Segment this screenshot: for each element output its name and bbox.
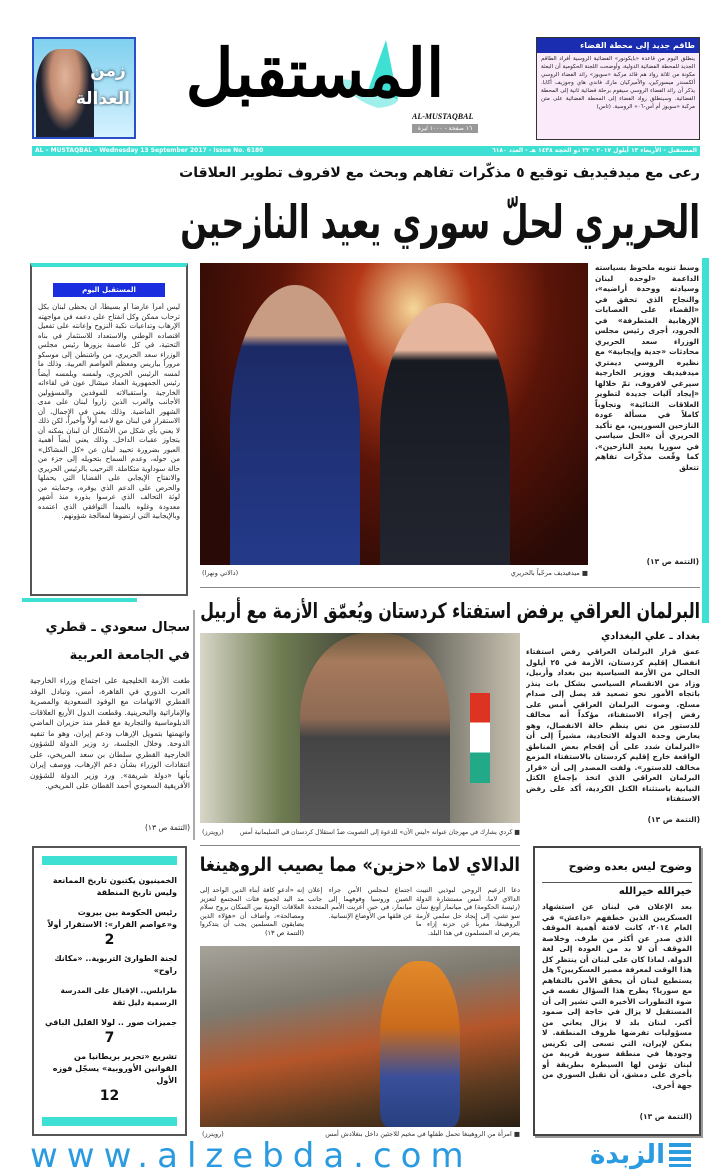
gulf-text: طغت الأزمة الخليجية على اجتماع وزراء الخارجية العرب الدوري في القاهرة، أمس، وتبادل الوفد القطري الاتهامات مع الوفود السعودية والمصرية والإماراتية والبحرينية. وقطعت الدول الأربع العلاقات الدبلوماسية والتجارية مع قطر منذ حزيران الماضي واتهمتها بتمويل الإرهاب ودعم إيران، وهو ما تنفيه الدوحة. وخلال الجلسة، رد وزير الدولة للشؤون الخارجية القطري سلطان بن سعد المريخي، على انتقادات الوزراء بشأن دعم الإرهاب، ووصف إيران بأنها «دولة شريفة». ورد وزير الدولة للشؤون الأفريقية السعودي أحمد القطان على المريخي. xyxy=(30,676,190,790)
masthead-logo[interactable] xyxy=(150,36,480,136)
index-item[interactable] xyxy=(42,875,177,899)
cyan-strip xyxy=(22,598,137,602)
divider xyxy=(200,587,700,588)
gulf-story xyxy=(30,676,190,836)
opinion-continued[interactable]: (التتمة ص ١٣) xyxy=(639,1112,692,1121)
dalai-continued[interactable]: (التتمة ص ١٣) xyxy=(264,928,304,937)
index-item-title: لجنة الطوارئ التربوية.. «مكانك راوح» xyxy=(54,954,177,975)
dalai-columns xyxy=(200,886,520,940)
watermark-logo xyxy=(590,1139,700,1171)
space-news-body xyxy=(537,53,699,137)
index-item[interactable] xyxy=(42,1017,177,1047)
portrait-caption: زمن العدالة xyxy=(75,61,130,109)
rohingya-photo xyxy=(200,946,520,1127)
editorial-box xyxy=(30,263,188,596)
space-news-title: طاقم جديد إلى محطة الفضاء xyxy=(537,38,699,53)
iraq-headline: البرلمان العراقي يرفض استفتاء كردستان ويُعمّق الأزمة مع أربيل xyxy=(200,599,700,623)
lead-photo xyxy=(200,263,588,565)
rohingya-photo-caption: ■ امرأة من الروهينغا تحمل طفلها في مخيم للاجئين داخل بنغلادش أمس xyxy=(325,1130,520,1138)
price-label: ١٦ صفحة - ١٠٠٠ ليرة xyxy=(412,124,478,133)
person-right xyxy=(380,303,510,565)
kurdish-man xyxy=(300,633,450,823)
index-item[interactable] xyxy=(42,953,177,977)
person-left xyxy=(230,285,360,565)
logo-latin: AL-MUSTAQBAL xyxy=(412,112,474,121)
space-news-box xyxy=(536,37,700,140)
logo-arabic: المستقبل xyxy=(185,34,445,112)
dalai-col-2: اجتماع لمجلس الأمن جراء إعلان الصين وروسيا وقوفهما إلى جانب ميانمار، في حين أعربت الأمم المتحدة عن قلقها من الأوضاع الإنسانية. xyxy=(308,886,412,920)
index-item[interactable] xyxy=(42,1051,177,1105)
dalai-col-1: دعا الزعيم الروحي لبوذيي التيبت الدالاي لاما، أمس مستشارة الدولة (رئيسة الحكومة) في ميانمار أونغ سان سو تشي، إلى إيجاد حل سلمي لأزمة الروهينغا، معرباً عن حزنه إزاء ما يتعرض له المسلمون في هذا البلد. xyxy=(416,886,520,937)
portrait-box xyxy=(32,37,136,139)
index-item-title: جميزات صور .. لولا القليل الباقي xyxy=(44,1018,177,1027)
iraq-photo xyxy=(200,633,520,823)
iraq-photo-credit: (رويترز) xyxy=(202,828,224,836)
index-top-strip xyxy=(42,856,177,865)
index-bottom-strip xyxy=(42,1117,177,1126)
rohingya-photo-credit: (رويترز) xyxy=(202,1130,224,1138)
dalai-col-3-wrap xyxy=(200,886,304,940)
dateline-bar xyxy=(32,146,700,156)
space-news-text: ينطلق اليوم من قاعدة «بايكونور» الفضائية الروسية أفراد الطاقم الجديد للمحطة الفضائية الدولية، وأوضحت اللجنة الحكومية أن البعثة مكونة من ثلاثة رواد هم قائد مركبة «سويوز» رائد الفضاء الروسي ألكسندر ميسوركين، والأميركيان مارك فاندي هاي وجوزيف أكابا. يذكر أن رائد الفضاء الروسي سيقوم برحلة فضائية ثانية إلى المحطة الفضائية. وسينطلق رواد الفضاء إلى المحطة الفضائية على متن مركبة «سويوز أم أس-٠٦» الروسية. (تاس) xyxy=(541,56,695,110)
iraq-continued[interactable]: (التتمة ص ١٣) xyxy=(647,815,700,824)
iraq-story xyxy=(526,630,700,835)
kurdish-flag xyxy=(470,693,490,783)
lead-continued[interactable]: (التتمة ص ١٣) xyxy=(646,557,699,566)
logo-text: الزبدة xyxy=(590,1140,665,1170)
index-box xyxy=(32,846,187,1136)
caption-text: ميدفيديف مرحّباً بالحريري xyxy=(510,569,580,577)
lead-kicker: رعى مع ميدفيديف توقيع ٥ مذكّرات تفاهم وبحث مع لافروف تطوير العلاقات xyxy=(179,165,700,181)
index-page-number: 12 xyxy=(99,1088,120,1104)
iraq-text: عمق قرار البرلمان العراقي رفض استفتاء انفصال إقليم كردستان، الأزمة في ٢٥ أيلول الحالي من الأزمة السياسية بين بغداد وأربيل، وزاد من الانقسام السياسي بشكل بات ينذر باتجاه الأمور نحو تصعيد قد يصل إلى صدام مسلح. وصوت البرلمان العراقي أمس على رفض إجراء الاستفتاء، مؤكداً أنه مخالف للدستور من نص ينظم حالة الانفصال، وهو يعارض وحدة الدولة الاتحادية، مشيراً إلى أن «البرلمان شدد على أن إقحام بعض المناطق الواقعة خارج إقليم كردستان بالاستفتاء المزمع مخالف للدستور». ولفت المصدر إلى أن «قرار البرلمان العراقي الذي اتخذ بإجماع الكتل النيابية باستثناء الكتل الكردية، أكد على رفض الاستفتاء xyxy=(526,647,700,803)
index-item[interactable] xyxy=(42,985,177,1009)
gulf-headline-1: سجال سعودي ـ قطري xyxy=(45,620,190,635)
iraq-byline: بغداد ـ علي البغدادي xyxy=(600,631,700,642)
caption-text: امرأة من الروهينغا تحمل طفلها في مخيم للاجئين داخل بنغلادش أمس xyxy=(325,1130,512,1138)
index-page-number: 7 xyxy=(104,1030,115,1046)
menu-lines-icon xyxy=(669,1143,691,1167)
lead-photo-credit: (دالاتي ونهرا) xyxy=(202,569,239,577)
lead-photo-caption: ■ ميدفيديف مرحّباً بالحريري xyxy=(510,569,588,577)
index-item-title: طرابلس.. الإقبال على المدرسة الرسمية دليل ثقة xyxy=(60,986,177,1007)
index-item-title: تشريع «تحرير بريطانيا من القوانين الأوروبية» يسجّل فوزه الأول xyxy=(52,1052,177,1085)
iraq-photo-caption: ■ كردي يشارك في مهرجان عنوانه «ليس الآن» للدعوة إلى التصويت ضدّ استقلال كردستان في السليمانية أمس xyxy=(240,828,520,836)
woman-figure xyxy=(380,961,460,1127)
divider xyxy=(200,845,520,846)
lead-text xyxy=(595,263,699,581)
dateline-en: AL – MUSTAQBAL – Wednesday 13 September 2017 - Issue No. 6180 xyxy=(35,147,264,154)
lead-body: وسط تنويه ملحوظ بسياسته الداعمة «لوحدة لبنان وسيادته ووحدة أراضيه»، والنجاح الذي تحقق في «القضاء على العصابات الإرهابية المتطرفة» في الجرود، أجرى رئيس مجلس الوزراء سعد الحريري محادثات «جدية وإيجابية» مع نظيره الروسي ديمتري ميدفيديف ووزير الخارجية سيرغي لافروف، تمّ خلالها «إيجاد آليات جديدة لتطوير العلاقات الثنائية» وتجاوباً كاملاً في مسألة عودة النازحين السوريين، مع تأكيد الحريري أن «الحل سياسي في سوريا يعيد النازحين». كما وقّعت مذكّرات تفاهم تتعلق xyxy=(595,263,699,472)
opinion-box xyxy=(533,846,701,1136)
dateline-ar: المستقبل - الأربعاء ١٣ أيلول ٢٠١٧ - ٢٢ ذو الحجة ١٤٣٨ هـ - العدد ٦١٨٠ xyxy=(492,147,697,154)
gulf-continued[interactable]: (التتمة ص ١٣) xyxy=(144,823,190,832)
index-item-title: الخمينيون يكتبون تاريخ الممانعة وليس تاريخ المنطقة xyxy=(52,876,177,897)
cyan-side-bar xyxy=(702,258,709,623)
dalai-headline: الدالاي لاما «حزين» مما يصيب الروهينغا xyxy=(199,854,520,876)
index-page-number: 2 xyxy=(104,932,115,948)
lead-headline: الحريري لحلّ سوري يعيد النازحين xyxy=(180,195,700,249)
index-item[interactable] xyxy=(42,907,177,949)
opinion-text: بعد الإعلان في لبنان عن استشهاد العسكريين الذين خطفهم «داعش» في العام ٢٠١٤، كانت لافتة أهمية الموقف الذي صدر عن أكثر من طرف. وخلاصة الموقف أن لا بد من العودة إلى لغة الدولة. لماذا كان على لبنان أن ينتظر كل هذا الوقت لمعرفة مصير العسكريين؟ هل يستطيع لبنان أن يحقق الأمن بالتفاهم مع سوريا؟ يطرح هذا السؤال نفسه في ضوء التطورات الأخيرة التي تشير إلى أن المستقبل لا يزال في حاجة إلى صمود أكبر. لبنان بلد لا يزال يعاني من مسؤوليات تفرضها ظروف المنطقة. لا يمكن لإيران، التي تسعى إلى تكريس وجودها في منطقة سورية قريبة من لبنان تؤمن لها السيطرة بطريقة أو بأخرى على دمشق، أن تقبل السوري من جهة أخرى. xyxy=(542,902,692,1090)
opinion-title: وضوح ليس بعده وضوح xyxy=(568,860,692,873)
gulf-headline xyxy=(30,614,190,670)
caption-text: كردي يشارك في مهرجان عنوانه «ليس الآن» للدعوة إلى التصويت ضدّ استقلال كردستان في السليمانية أمس xyxy=(240,828,513,836)
editorial-label: المستقبل اليوم xyxy=(53,283,165,297)
editorial-text: ليس أمراً عارضاً أو بسيطاً، أن يحظى لبنان بكل ترحاب ممكن وكل انفتاح على دعمه في مواجهته الإرهاب وتداعيات نكبة النزوح وإعانته على تفعيل اقتصاده الوطني والاستعداد للاستثمار في بناه التحتية، في كل عاصمة يزورها رئيس مجلس الوزراء سعد الحريري، من واشنطن إلى موسكو مروراً بباريس ومعظم العواصم العربية. وذلك ما لمسه الرئيس الحريري، ولمسه ويلمسه أيضاً رئيس الجمهورية العماد ميشال عون في لقاءاته الخارجية واستقبالاته للموفدين والمسؤولين الأجانب والعرب الذين زاروا لبنان على مدى الشهور الماضية. وذلك يعني في الإجمال، أن الاستقرار في لبنان مع لاعبه أولاً وأخيراً، لكن ذلك لا يعني بأي شكل من الأشكال أن لبنان يمكنه أن يتجاوز عقبات الداخل. وذلك يعني أيضاً أهمية العبور بضرورة تحييد لبنان عن «كل المشاكل» من حوله، وعدم السماح بتحويله إلى جزء من حالة سوداوية متكاملة. الترحيب بالرئيس الحريري والانفتاح الإيجابي على القضايا التي يحملها والحرص على الدعم الذي يوفره، وحمايته من لوثة التحالف الذي غرسوا بذوره منذ أشهر معدودة وغلوه بالمبدأ التوافقي الذي اعتمده وبالإيجابية التي ارتضوها لمعالجة شؤونهم. xyxy=(38,303,180,520)
gulf-headline-2: في الجامعة العربية xyxy=(69,648,190,663)
opinion-author: خيرالله خيرالله xyxy=(542,882,692,898)
dalai-col-3: إنه «أدعو كافة أبناء الدين الواحد إلى مد اليد لجميع فئات المجتمع لتعزيز العلاقات الودية بين السكان بروح سلام ومصالحة»، وأضاف أن «هؤلاء الذين يضايقون المسلمين يجب أن يتذكروا xyxy=(200,886,304,928)
watermark-url[interactable]: www.alzebda.com xyxy=(30,1136,473,1176)
gulf-side-rule xyxy=(193,610,195,840)
index-item-title: رئيس الحكومة بين بيروت و«عواصم القرار»: الاستقرار أولاً xyxy=(47,908,177,929)
